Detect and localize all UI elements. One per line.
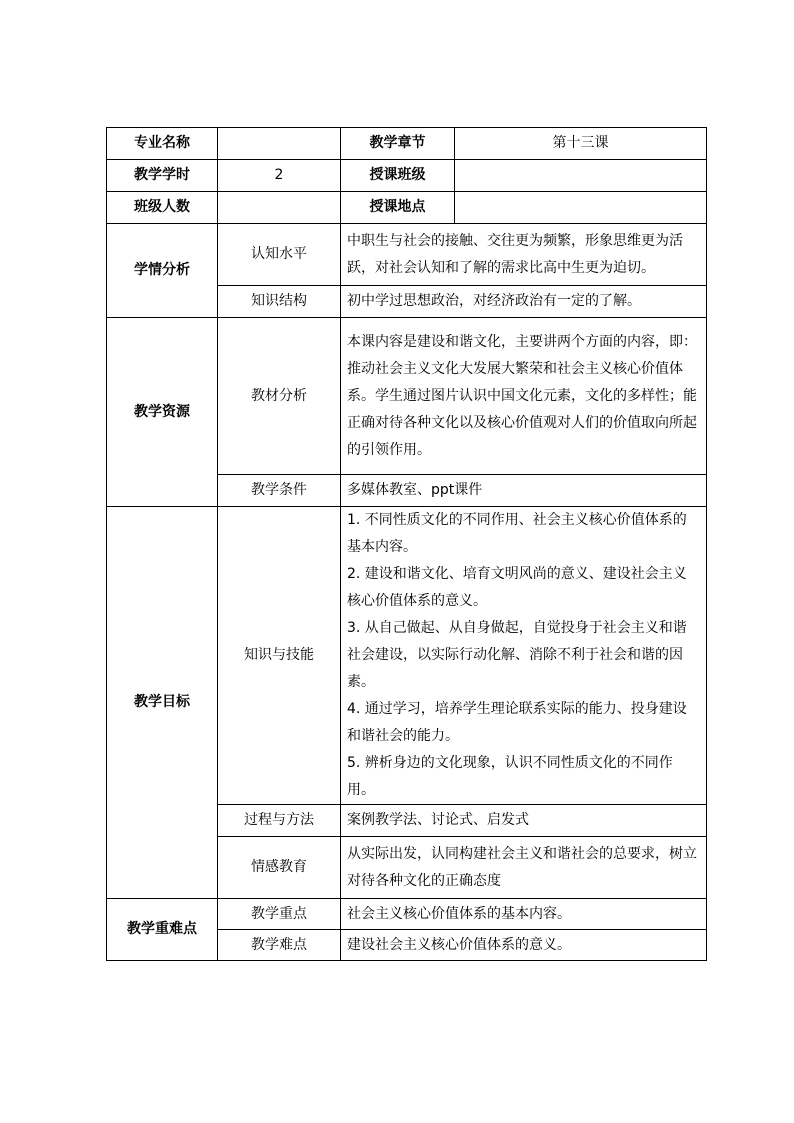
objective-item: 2. 建设和谐文化、培育文明风尚的意义、建设社会主义核心价值体系的意义。 xyxy=(347,566,687,609)
location-label: 授课地点 xyxy=(341,192,455,224)
resources-label: 教学资源 xyxy=(107,318,218,507)
material-text: 本课内容是建设和谐文化，主要讲两个方面的内容，即：推动社会主义文化大发展大繁荣和社会主义核心价值体系。学生通过图片认识中国文化元素，文化的多样性；能正确对待各种文化以及核心价值观对人们的价值取向所起的引领作用。 xyxy=(341,318,707,475)
key-point-row xyxy=(107,899,707,930)
difficult-point-text: 建设社会主义核心价值体系的意义。 xyxy=(341,930,707,961)
knowledge-skills-label: 知识与技能 xyxy=(218,507,341,805)
conditions-text: 多媒体教室、ppt课件 xyxy=(341,475,707,507)
process-label: 过程与方法 xyxy=(218,805,341,837)
location-value xyxy=(455,192,707,224)
class-label: 授课班级 xyxy=(341,160,455,192)
process-text: 案例教学法、讨论式、启发式 xyxy=(341,805,707,837)
material-row xyxy=(107,318,707,475)
conditions-label: 教学条件 xyxy=(218,475,341,507)
header-row-1 xyxy=(107,128,707,160)
header-row-3 xyxy=(107,192,707,224)
student-analysis-label: 学情分析 xyxy=(107,224,218,318)
cognitive-text: 中职生与社会的接触、交往更为频繁，形象思维更为活跃，对社会认知和了解的需求比高中生更为迫切。 xyxy=(341,224,707,286)
knowledge-structure-label: 知识结构 xyxy=(218,286,341,318)
count-label: 班级人数 xyxy=(107,192,218,224)
chapter-value: 第十三课 xyxy=(455,128,707,160)
focus-label: 教学重难点 xyxy=(107,899,218,961)
hours-label: 教学学时 xyxy=(107,160,218,192)
major-label: 专业名称 xyxy=(107,128,218,160)
knowledge-skills-row xyxy=(107,507,707,805)
major-value xyxy=(218,128,341,160)
key-point-label: 教学重点 xyxy=(218,899,341,930)
material-label: 教材分析 xyxy=(218,318,341,475)
objective-item: 3. 从自己做起、从自身做起，自觉投身于社会主义和谐社会建设，以实际行动化解、消除不利于社会和谐的因素。 xyxy=(347,620,687,690)
class-value xyxy=(455,160,707,192)
emotion-label: 情感教育 xyxy=(218,837,341,899)
header-row-2 xyxy=(107,160,707,192)
count-value xyxy=(218,192,341,224)
cognitive-row xyxy=(107,224,707,286)
key-point-text: 社会主义核心价值体系的基本内容。 xyxy=(341,899,707,930)
chapter-label: 教学章节 xyxy=(341,128,455,160)
objectives-list xyxy=(341,507,707,805)
emotion-text: 从实际出发，认同构建社会主义和谐社会的总要求，树立对待各种文化的正确态度 xyxy=(341,837,707,899)
objective-item: 4. 通过学习，培养学生理论联系实际的能力、投身建设和谐社会的能力。 xyxy=(347,701,687,744)
difficult-point-label: 教学难点 xyxy=(218,930,341,961)
objective-item: 5. 辨析身边的文化现象，认识不同性质文化的不同作用。 xyxy=(347,755,673,798)
cognitive-label: 认知水平 xyxy=(218,224,341,286)
lesson-plan-table xyxy=(106,127,707,961)
hours-value: 2 xyxy=(218,160,341,192)
objective-item: 1. 不同性质文化的不同作用、社会主义核心价值体系的基本内容。 xyxy=(347,512,687,555)
knowledge-structure-text: 初中学过思想政治，对经济政治有一定的了解。 xyxy=(341,286,707,318)
objectives-label: 教学目标 xyxy=(107,507,218,899)
